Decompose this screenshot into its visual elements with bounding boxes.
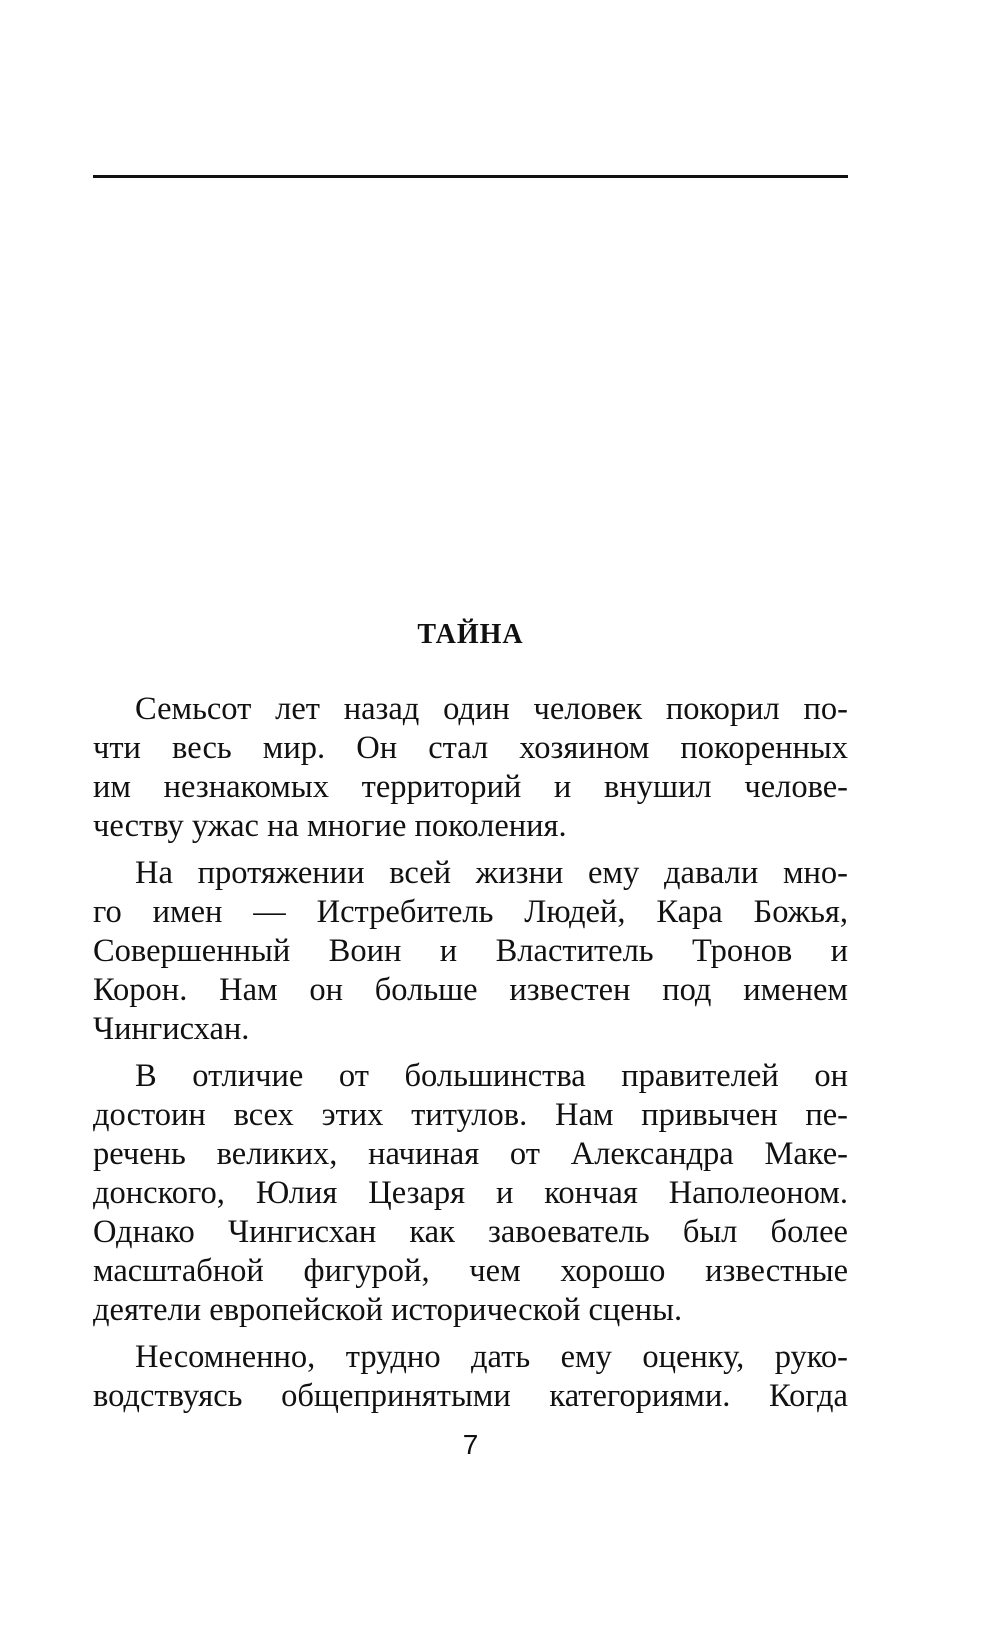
text-line: Несомненно, трудно дать ему оценку, руко- xyxy=(135,1339,848,1375)
paragraph xyxy=(93,854,848,1049)
text-line: деятели европейской исторической сцены. xyxy=(93,1292,683,1328)
text-line: Корон. Нам он больше известен под именем xyxy=(93,972,848,1008)
text-line: Однако Чингисхан как завоеватель был более xyxy=(93,1214,848,1250)
text-line: речень великих, начиная от Александра Маке- xyxy=(93,1136,848,1172)
text-line: чти весь мир. Он стал хозяином покоренных xyxy=(93,730,848,766)
chapter-title: ТАЙНА xyxy=(417,619,524,650)
text-line: Чингисхан. xyxy=(93,1011,250,1047)
text-line: го имен — Истребитель Людей, Кара Божья, xyxy=(93,894,848,930)
paragraph xyxy=(93,1057,848,1330)
header-rule xyxy=(93,175,848,178)
text-line: масштабной фигурой, чем хорошо известные xyxy=(93,1253,848,1289)
paragraph xyxy=(93,1338,848,1416)
text-line: В отличие от большинства правителей он xyxy=(135,1058,848,1094)
paragraph xyxy=(93,690,848,846)
page-number: 7 xyxy=(462,1429,479,1460)
text-line: На протяжении всей жизни ему давали мно- xyxy=(135,855,848,891)
text-line: Семьсот лет назад один человек покорил по- xyxy=(135,691,848,727)
text-line: честву ужас на многие поколения. xyxy=(93,808,567,844)
text-line: водствуясь общепринятыми категориями. Когда xyxy=(93,1378,848,1414)
text-line: Совершенный Воин и Властитель Тронов и xyxy=(93,933,848,969)
text-line: донского, Юлия Цезаря и кончая Наполеоном. xyxy=(93,1175,848,1211)
text-line: им незнакомых территорий и внушил челове- xyxy=(93,769,848,805)
body-text xyxy=(93,690,848,1424)
text-line: достоин всех этих титулов. Нам привычен пе- xyxy=(93,1097,848,1133)
